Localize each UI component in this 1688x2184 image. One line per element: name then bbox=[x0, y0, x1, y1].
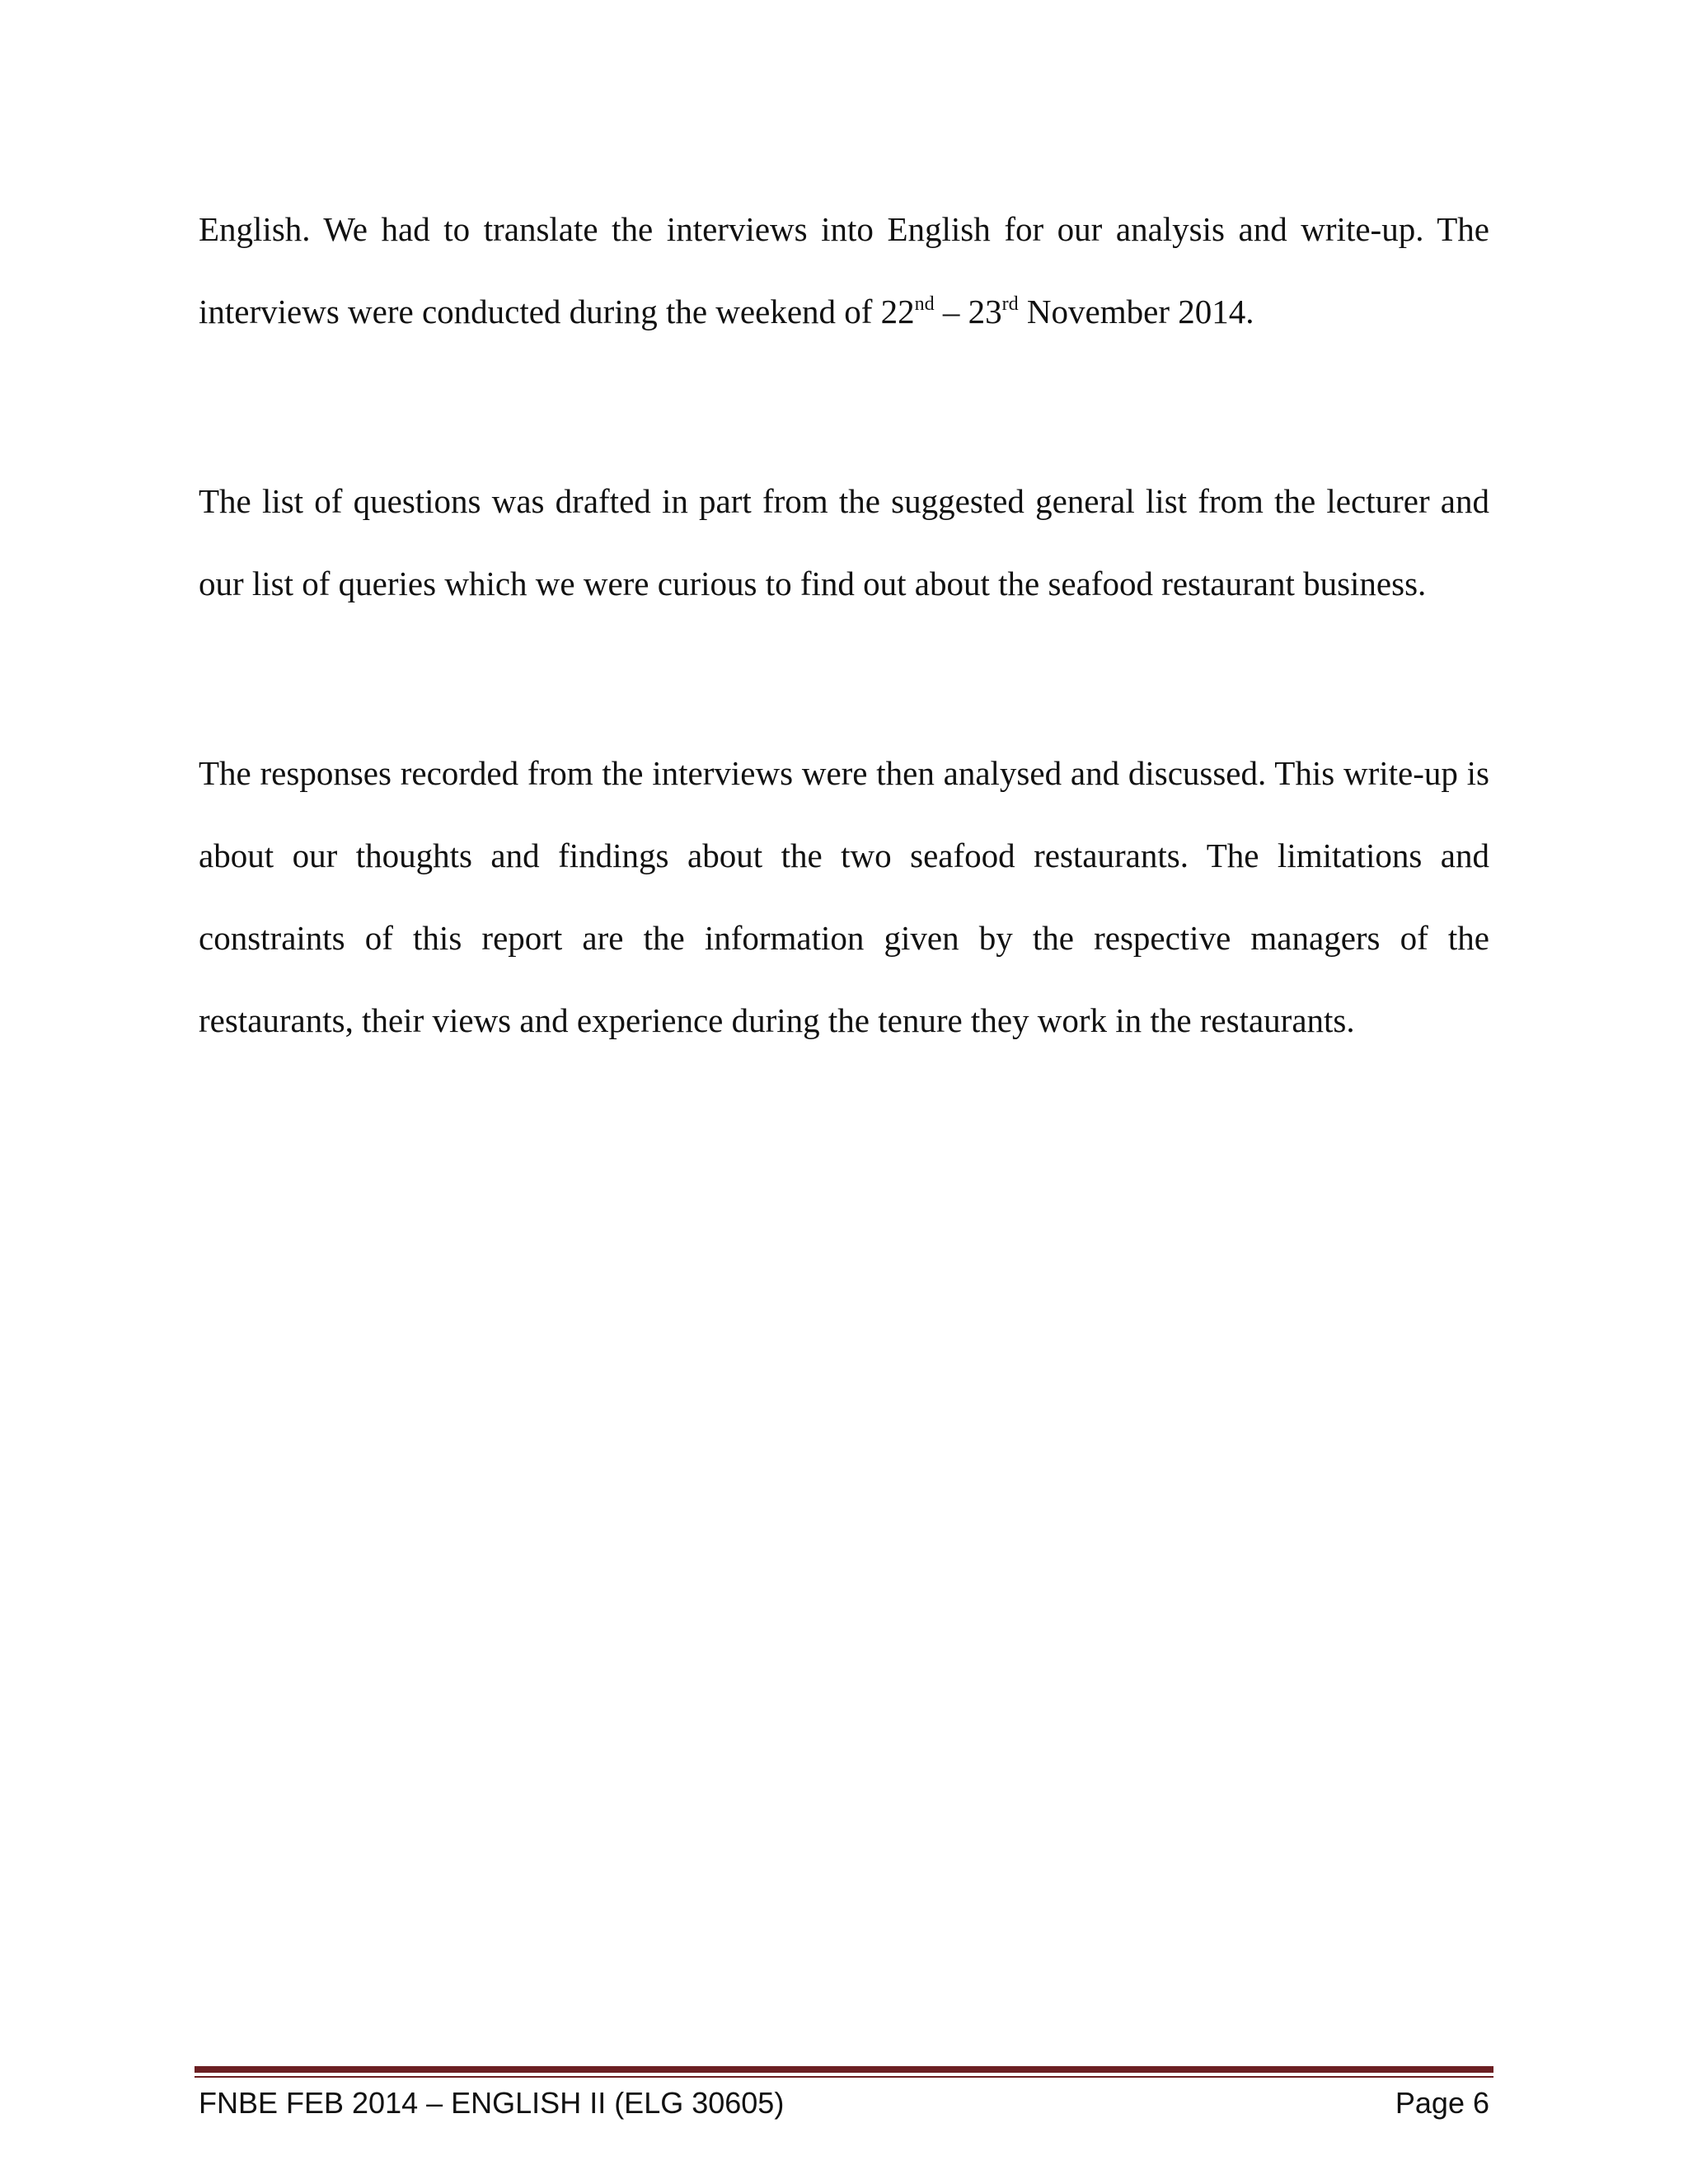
page-body bbox=[199, 188, 1489, 1062]
paragraph-question-list: The list of questions was drafted in part from the suggested general list from the lecturer and our list of queries which we were curious to find out about the seafood restaurant business. bbox=[199, 482, 1489, 602]
page-footer bbox=[199, 2079, 1489, 2128]
paragraph-translation-dates bbox=[199, 188, 1489, 353]
paragraph-text: November 2014. bbox=[1018, 293, 1254, 330]
paragraph-text: English. We had to translate the interviews into English for our analysis and write-up. The interviews were conducted during the weekend of 22 bbox=[199, 210, 1489, 330]
paragraph-text: – 23 bbox=[934, 293, 1002, 330]
footer-rule-thick bbox=[195, 2066, 1493, 2073]
ordinal-suffix: nd bbox=[914, 293, 935, 315]
paragraph-responses-limitations: The responses recorded from the interviews were then analysed and discussed. This write-up is about our thoughts and findings about the two seafood restaurants. The limitations and constraints of this report are the information given by the respective managers of the restaurants, their views and experience during the tenure they work in the restaurants. bbox=[199, 754, 1489, 1039]
footer-course-title: FNBE FEB 2014 – ENGLISH II (ELG 30605) bbox=[199, 2086, 785, 2120]
ordinal-suffix: rd bbox=[1001, 293, 1019, 315]
footer-page-number: Page 6 bbox=[1395, 2086, 1489, 2120]
footer-rule-thin bbox=[195, 2076, 1493, 2078]
